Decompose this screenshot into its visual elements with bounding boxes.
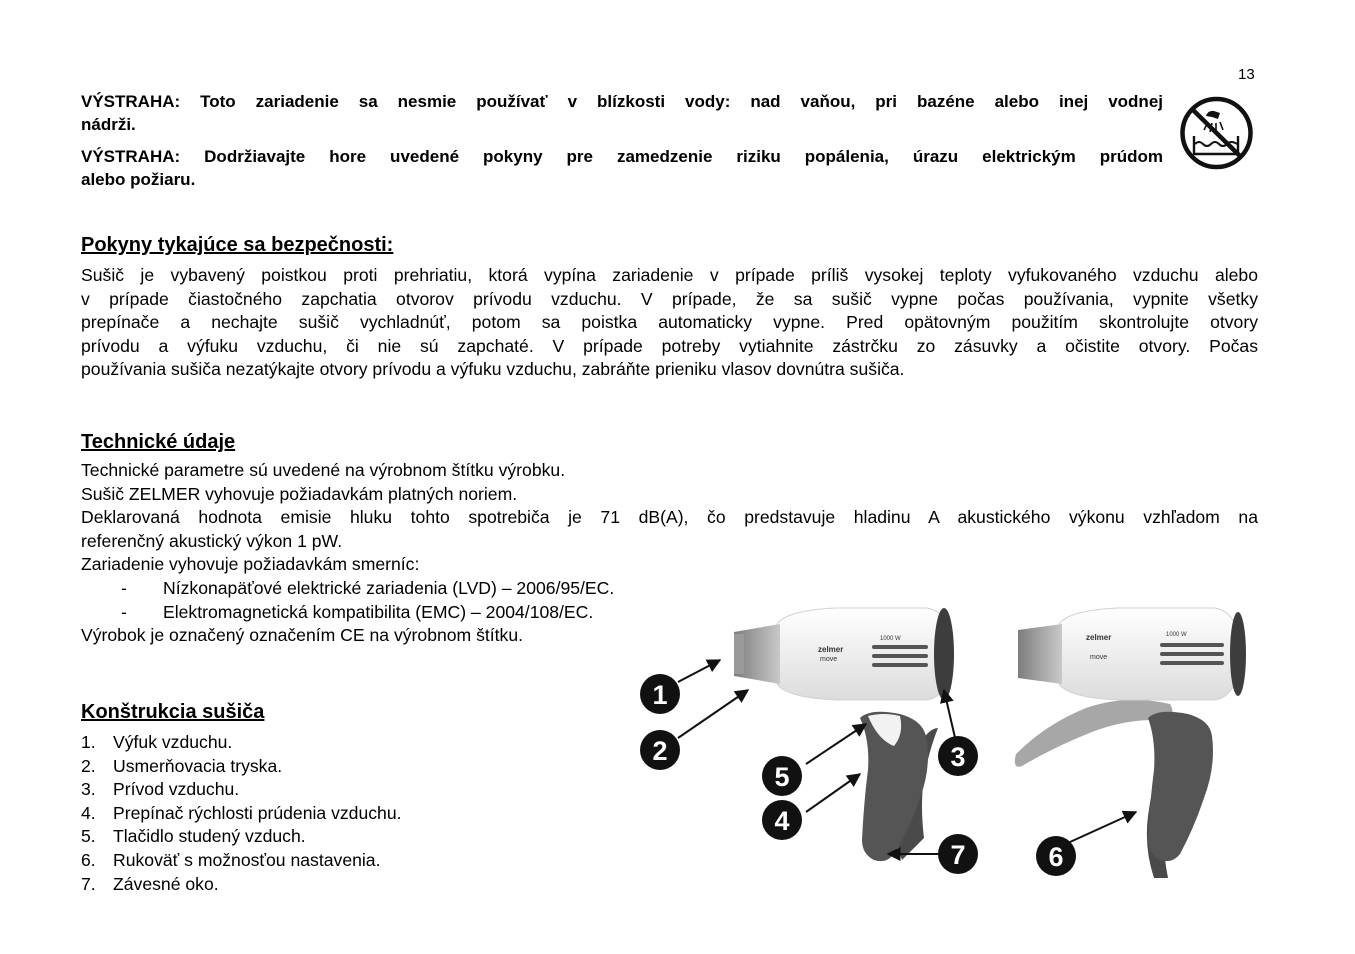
- list-item: [81, 873, 601, 897]
- list-number: 6.: [81, 849, 96, 870]
- model-label: move: [1090, 654, 1108, 661]
- callout-arrow: [678, 690, 748, 738]
- list-number: 5.: [81, 826, 96, 847]
- callout-number: 2: [652, 736, 668, 766]
- list-item: [81, 778, 601, 802]
- list-number: 3.: [81, 779, 96, 800]
- page-number: 13: [1238, 66, 1255, 83]
- vent-slot: [1160, 661, 1224, 665]
- list-item: [81, 731, 601, 755]
- vent-slot: [872, 645, 928, 649]
- safety-paragraph: [81, 264, 1258, 382]
- callout-arrow: [806, 724, 866, 764]
- callout-arrow: [678, 660, 720, 682]
- safety-line-5: používania sušiča nezatýkajte otvory prívodu a výfuku vzduchu, zabráňte prieniku vlasov dovnútra sušiča.: [81, 359, 905, 380]
- air-inlet: [934, 608, 954, 700]
- dash-marker: -: [121, 578, 127, 598]
- callout-number: 3: [950, 742, 966, 772]
- safety-line-2: v prípade čiastočného zapchatia otvorov prívodu vzduchu. V prípade, že sa sušič vypne počas používania, vypnite všetky: [81, 288, 1258, 309]
- warning-safety: [81, 145, 1163, 191]
- brand-label: zelmer: [818, 645, 844, 654]
- callout-number: 1: [652, 680, 668, 710]
- technical-line-4: referenčný akustický výkon 1 pW.: [81, 530, 343, 551]
- list-number: 7.: [81, 873, 96, 894]
- list-number: 2.: [81, 755, 96, 776]
- callout-arrow: [806, 774, 860, 812]
- air-inlet: [1230, 612, 1246, 696]
- callout-number: 4: [774, 806, 790, 836]
- list-text: Usmerňovacia tryska.: [113, 755, 283, 776]
- power-label: 1000 W: [1166, 632, 1187, 638]
- brand-label: zelmer: [1086, 633, 1112, 642]
- model-label: move: [820, 656, 838, 663]
- list-text: Prívod vzduchu.: [113, 779, 240, 800]
- list-text: Prepínač rýchlosti prúdenia vzduchu.: [113, 802, 402, 823]
- safety-line-3: prepínače a nechajte sušič vychladnúť, potom sa poistka automaticky vypne. Pred opätovným použitím skontrolujte otvory: [81, 312, 1258, 333]
- list-item: [81, 849, 601, 873]
- safety-line-4: prívodu a výfuku vzduchu, či nie sú zapchaté. V prípade potreby vytiahnite zástrčku zo zásuvky a očistite otvory. Počas: [81, 335, 1258, 356]
- technical-heading: Technické údaje: [81, 431, 236, 453]
- hair-dryer-figure: [630, 598, 1270, 903]
- directive-text: Nízkonapäťové elektrické zariadenia (LVD) – 2006/95/EC.: [163, 578, 615, 598]
- construction-list: [81, 731, 601, 896]
- callout-number: 7: [950, 840, 966, 870]
- safety-line-1: Sušič je vybavený poistkou proti prehriatiu, ktorá vypína zariadenie v prípade príliš vysokej teploty vyfukovaného vzduchu alebo: [81, 265, 1258, 285]
- safety-heading: Pokyny tykajúce sa bezpečnosti:: [81, 234, 394, 256]
- list-text: Rukoväť s možnosťou nastavenia.: [113, 849, 381, 870]
- warning-water-line-1: VÝSTRAHA: Toto zariadenie sa nesmie používať v blízkosti vody: nad vaňou, pri bazéne alebo inej vodnej: [81, 92, 1163, 111]
- warning-water-line-2: nádrži.: [81, 115, 136, 134]
- vent-slot: [872, 663, 928, 667]
- folded-handle-ghost: [1015, 700, 1173, 767]
- no-water-use-icon: [1178, 96, 1255, 170]
- callout-arrow: [1070, 812, 1136, 842]
- list-item: [81, 755, 601, 779]
- warning-water: [81, 90, 1163, 136]
- callout-number: 6: [1048, 842, 1064, 872]
- directive-text: Elektromagnetická kompatibilita (EMC) – 2004/108/EC.: [163, 601, 594, 622]
- list-text: Závesné oko.: [113, 873, 219, 894]
- technical-paragraph: [81, 459, 1258, 577]
- callout-arrow: [944, 690, 956, 742]
- vent-slot: [1160, 643, 1224, 647]
- list-number: 4.: [81, 802, 96, 823]
- dryer-body: [777, 608, 953, 700]
- warning-safety-line-1: VÝSTRAHA: Dodržiavajte hore uvedené pokyny pre zamedzenie riziku popálenia, úrazu elektrickým prúdom: [81, 147, 1163, 166]
- construction-heading: Konštrukcia sušiča: [81, 701, 265, 723]
- air-outlet: [734, 634, 744, 674]
- nozzle: [1018, 624, 1062, 684]
- technical-line-6: Výrobok je označený označením CE na výrobnom štítku.: [81, 625, 524, 645]
- technical-line-2: Sušič ZELMER vyhovuje požiadavkám platných noriem.: [81, 483, 518, 504]
- dash-marker: -: [121, 601, 127, 622]
- ce-marking-text: [81, 624, 681, 648]
- vent-slot: [1160, 652, 1224, 656]
- power-label: 1000 W: [880, 636, 901, 642]
- dryer-handle: [1148, 712, 1213, 861]
- list-item: [81, 825, 601, 849]
- list-text: Výfuk vzduchu.: [113, 732, 233, 752]
- callout-number: 5: [774, 762, 790, 792]
- list-item: [81, 802, 601, 826]
- technical-line-1: Technické parametre sú uvedené na výrobnom štítku výrobku.: [81, 460, 566, 480]
- list-text: Tlačidlo studený vzduch.: [113, 826, 306, 847]
- vent-slot: [872, 654, 928, 658]
- list-number: 1.: [81, 732, 96, 752]
- technical-line-5: Zariadenie vyhovuje požiadavkám smerníc:: [81, 554, 420, 575]
- technical-line-3: Deklarovaná hodnota emisie hluku tohto spotrebiča je 71 dB(A), čo predstavuje hladinu A akustického výkonu vzhľadom na: [81, 507, 1258, 528]
- warning-safety-line-2: alebo požiaru.: [81, 170, 196, 189]
